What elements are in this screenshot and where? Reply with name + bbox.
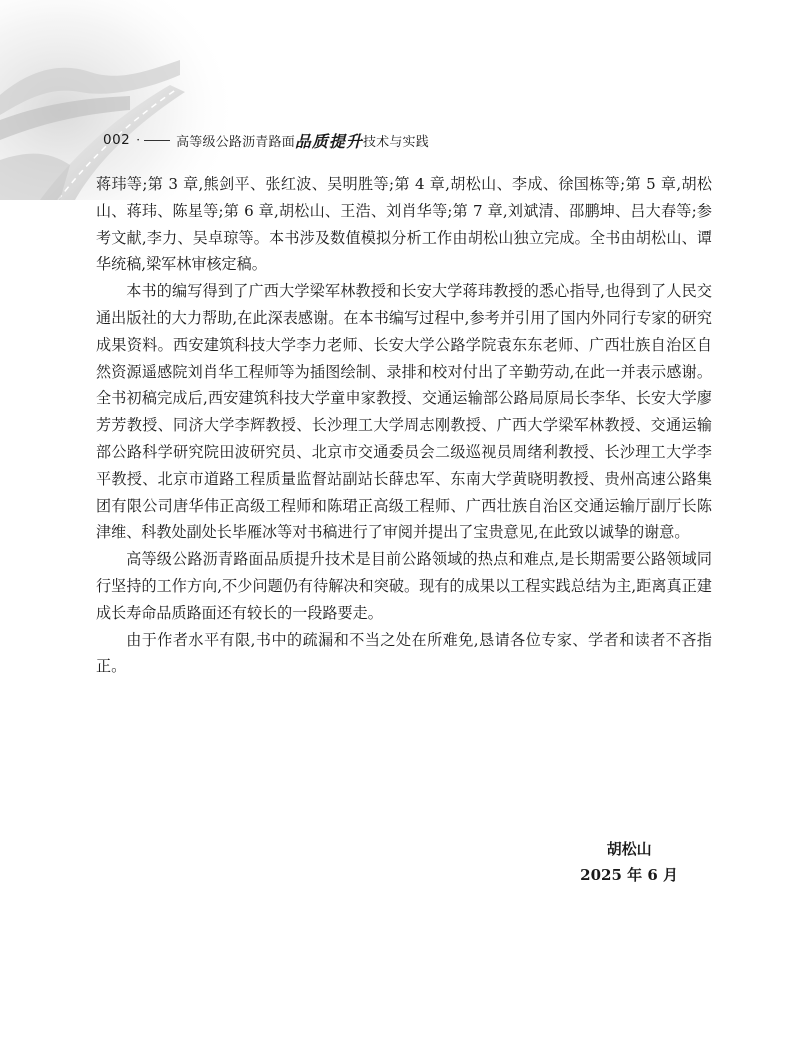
- book-title-prefix: 高等级公路沥青路面: [176, 134, 295, 150]
- header-dot: ·: [136, 133, 141, 147]
- signature-block: [580, 836, 678, 888]
- signature-date: 2025 年 6 月: [580, 866, 678, 884]
- book-title-suffix: 技术与实践: [362, 134, 429, 150]
- author-name: 胡松山: [606, 840, 652, 858]
- header-rule: [144, 140, 170, 141]
- running-header: [103, 130, 429, 150]
- landscape-decoration: [0, 0, 240, 200]
- body-text: [96, 171, 712, 680]
- page-number: 002: [103, 132, 131, 148]
- paragraph-closing: 由于作者水平有限,书中的疏漏和不当之处在所难免,恳请各位专家、学者和读者不吝指正。: [96, 630, 712, 676]
- book-title-emphasis: 品质提升: [294, 131, 363, 151]
- paragraph-acknowledgements: 本书的编写得到了广西大学梁军林教授和长安大学蒋玮教授的悉心指导,也得到了人民交通出版社的大力帮助,在此深表感谢。在本书编写过程中,参考并引用了国内外同行专家的研究成果资料。西安建筑科技大学李力老师、长安大学公路学院袁东东老师、广西壮族自治区自然资源遥感院刘肖华工程师等为插图绘制、录排和校对付出了辛勤劳动,在此一并表示感谢。全书初稿完成后,西安建筑科技大学童申家教授、交通运输部公路局原局长李华、长安大学廖芳芳教授、同济大学李辉教授、长沙理工大学周志刚教授、广西大学梁军林教授、交通运输部公路科学研究院田波研究员、北京市交通委员会二级巡视员周绪利教授、长沙理工大学李平教授、北京市道路工程质量监督站副站长薛忠军、东南大学黄晓明教授、贵州高速公路集团有限公司唐华伟正高级工程师和陈珺正高级工程师、广西壮族自治区交通运输厅副厅长陈津维、科教处副处长毕雁冰等对书稿进行了审阅并提出了宝贵意见,在此致以诚挚的谢意。: [96, 282, 712, 542]
- paragraph-continued: 蒋玮等;第 3 章,熊剑平、张红波、吴明胜等;第 4 章,胡松山、李成、徐国栋等;第 5 章,胡松山、蒋玮、陈星等;第 6 章,胡松山、王浩、刘肖华等;第 7 章,刘斌清、邵鹏坤、吕大春等;参考文献,李力、吴卓琼等。本书涉及数值模拟分析工作由胡松山独立完成。全书由胡松山、谭华统稿,梁军林审核定稿。: [96, 175, 712, 274]
- paragraph-outlook: 高等级公路沥青路面品质提升技术是目前公路领域的热点和难点,是长期需要公路领域同行坚持的工作方向,不少问题仍有待解决和突破。现有的成果以工程实践总结为主,距离真正建成长寿命品质路面还有较长的一段路要走。: [96, 550, 712, 622]
